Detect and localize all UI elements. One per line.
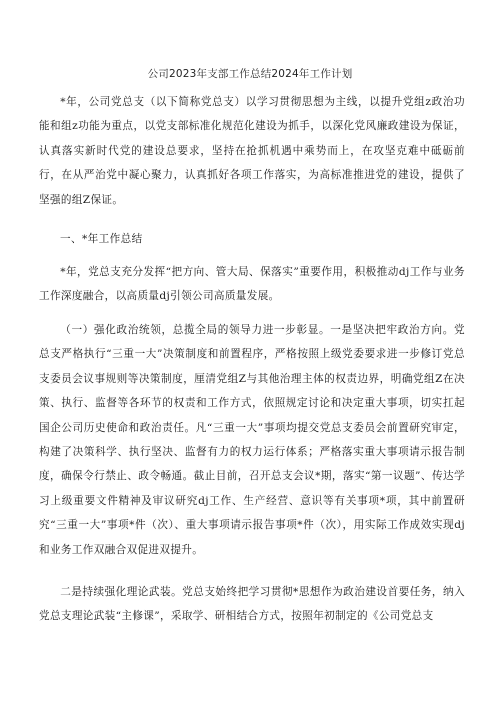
section-heading: 一、*年工作总结 [60,233,143,245]
section-intro-paragraph: *年，党总支充分发挥“把方向、管大局、保落实”重要作用，积极推动dj工作与业务工作深度融合，以高质量dj引领公司高质量发展。 [39,266,465,303]
document-title: 公司2023年支部工作总结2024年工作计划 [147,68,353,80]
item-one-paragraph: （一）强化政治统领，总揽全局的领导力进一步彰显。一是坚决把牢政治方向。党总支严格执行“三重一大”决策制度和前置程序，严格按照上级党委要求进一步修订党总支委员会议事规则等决策制度，厘清党组Z与其他治理主体的权责边界，明确党组Z在决策、执行、监督等各环节的权责和工作方式，依照规定讨论和决定重大事项，切实扛起国企公司历史使命和政治责任。凡“三重一大”事项均提交党总支委员会前置研究审定，构建了决策科学、执行坚决、监督有力的权力运行体系；严格落实重大事项请示报告制度，确保令行禁止、政令畅通。截止目前，召开总支会议*期，落实“第一议题”、传达学习上级重要文件精神及审议研究dj工作、生产经营、意识等有关事项*项，其中前置研究“三重一大”事项*件（次）、重大事项请示报告事项*件（次），用实际工作成效实现dj和业务工作双融合双促进双提升。 [39,324,465,556]
intro-paragraph: *年，公司党总支（以下简称党总支）以学习贯彻思想为主线，以提升党组z政治功能和组z功能为重点，以党支部标准化规范化建设为抓手，以深化党风廉政建设为保证，认真落实新时代党的建设总要求，坚持在抢抓机遇中乘势而上，在攻坚克难中砥砺前行，在从严治党中凝心聚力，认真抓好各项工作落实，为高标准推进党的建设，提供了坚强的组Z保证。 [39,96,465,206]
item-two-paragraph: 二是持续强化理论武装。党总支始终把学习贯彻*思想作为政治建设首要任务，纳入党总支理论武装“主修课”，采取学、研相结合方式，按照年初制定的《公司党总支 [39,586,465,623]
